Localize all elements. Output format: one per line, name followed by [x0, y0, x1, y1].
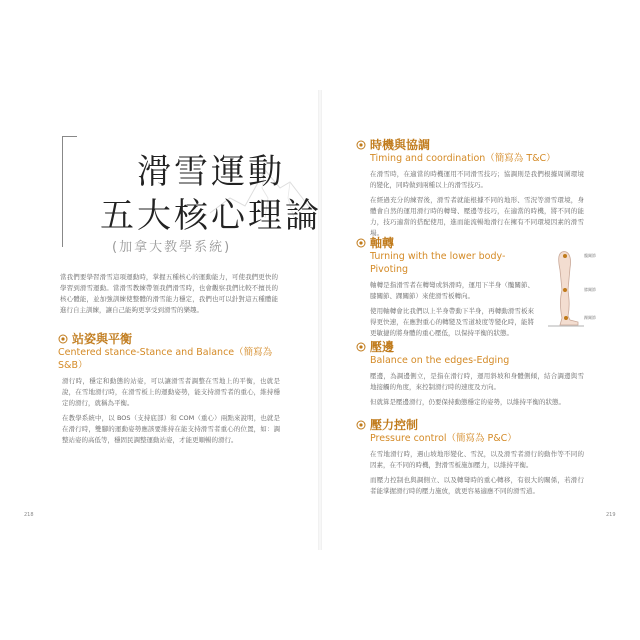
section-paragraph: 滑行時，穩定和動態的站姿，可以讓滑雪者調整在雪地上的平衡，也就是說，在雪地滑行時，在滑雪板上的運動姿勢，能支持滑雪者的重心，維持穩定的滑行，就稱為平衡。 [62, 377, 280, 407]
section-paragraph: 壓邊，為調邊側立，是指在滑行時，運用斜坡和身體側傾，結合調邊與雪地接觸的角度，來控制滑行時的速度及方向。 [370, 372, 584, 391]
flower-icon [58, 334, 68, 344]
page-subtitle: (加拿大教學系統) [112, 240, 232, 255]
section-paragraph: 軸轉是指滑雪者在轉彎或斜滑時，運用下半身（髖關節、膝關節、踝關節）來使滑雪板轉向。 [370, 281, 534, 300]
section-pivoting [356, 236, 534, 339]
section-heading-zh: 時機與協調 [370, 138, 431, 152]
section-heading-en: Turning with the lower body-Pivoting [370, 251, 506, 275]
flower-icon [356, 238, 366, 248]
title-line-1: 滑雪運動 [137, 152, 285, 192]
section-paragraph: 使用軸轉會比我們以上半身帶動下半身，再轉動滑雪板來得更快速，在應對重心的轉變及雪道坡度等變化時，能將更敏捷的將身體的重心壓低，以保持平衡的狀態。 [370, 307, 534, 337]
intro-paragraph: 當我們要學習滑雪這項運動時，掌握五種核心的運動能力，可使我們更快的學習到滑雪運動。當滑雪教練帶領我們滑雪時，也會觀察我們比較不擅長的核心體能，並加強訓練使整體的滑雪能力穩定，我們也可以針對這五種體能進行自主訓練，讓自己能夠更享受到滑雪的樂趣。 [60, 273, 278, 314]
section-heading [356, 340, 584, 354]
leg-joints-illustration [548, 248, 584, 330]
label-knee: 膝關節 [584, 287, 596, 292]
section-paragraph: 在教學系統中，以 BOS（支持底部）和 COM（重心）兩點來說明，也就是在滑行時，雙腳的運動姿勢應該要維持在能支持滑雪者重心的位置，如：調整站姿的高低等，穩固民調整運動站姿，才能更順暢的滑行。 [62, 414, 280, 444]
section-timing-coordination [356, 138, 584, 239]
section-heading-en: Balance on the edges-Edging [370, 355, 510, 366]
section-heading-zh: 軸轉 [370, 236, 395, 250]
flower-icon [356, 342, 366, 352]
section-heading-en: Centered stance-Stance and Balance（簡寫為 S&B） [58, 347, 273, 371]
section-heading-zh: 壓力控制 [370, 418, 419, 432]
section-heading-en: Pressure control（簡寫為 P&C） [370, 433, 517, 444]
label-ankle: 踝關節 [584, 315, 596, 320]
section-paragraph: 但就算是壓邊滑行，仍要保持動態穩定的姿勢，以維持平衡的狀態。 [370, 398, 565, 406]
title-bracket [62, 136, 77, 247]
label-hip: 髖關節 [584, 253, 596, 258]
flower-icon [356, 140, 366, 150]
page-number-left: 218 [24, 512, 34, 518]
section-paragraph: 在經過充分的練習後，滑雪者就能根據不同的地形、雪況等滑雪環境，身體會自然的運用滑行時的轉彎、壓邊等技巧，在適當的時機，將不同的能力，技巧適當的搭配使用，進而能流暢地滑行在擁有不同環境因素的滑雪場。 [370, 196, 584, 237]
section-paragraph: 而壓力控制也與調側立、以及轉彎時的重心轉移，有很大的關係，若滑行者能掌握滑行時的壓力施放，就更容易適應不同的滑雪道。 [370, 476, 584, 495]
page-number-right: 219 [606, 512, 616, 518]
section-heading-zh: 壓邊 [370, 340, 395, 354]
section-heading [356, 418, 584, 432]
section-heading-en: Timing and coordination（簡寫為 T&C） [370, 153, 556, 164]
section-heading [356, 236, 534, 250]
section-heading [58, 332, 280, 346]
section-heading-zh: 站姿與平衡 [72, 332, 133, 346]
section-paragraph: 在滑雪時，在適當的時機運用不同滑雪技巧；協調則是我們根據周圍環境的變化，同時做到兩種以上的滑雪技巧。 [370, 170, 584, 189]
page-title [100, 150, 322, 238]
title-line-2: 五大核心理論 [100, 196, 322, 236]
flower-icon [356, 420, 366, 430]
section-edging [356, 340, 584, 408]
section-pressure-control [356, 418, 584, 497]
section-stance-balance [58, 332, 280, 446]
section-heading [356, 138, 584, 152]
section-paragraph: 在雪地滑行時，遇山坡地形變化、雪況，以及滑雪者滑行的動作等不同的因素，在不同的時機，對滑雪板施加壓力，以維持平衡。 [370, 450, 584, 469]
